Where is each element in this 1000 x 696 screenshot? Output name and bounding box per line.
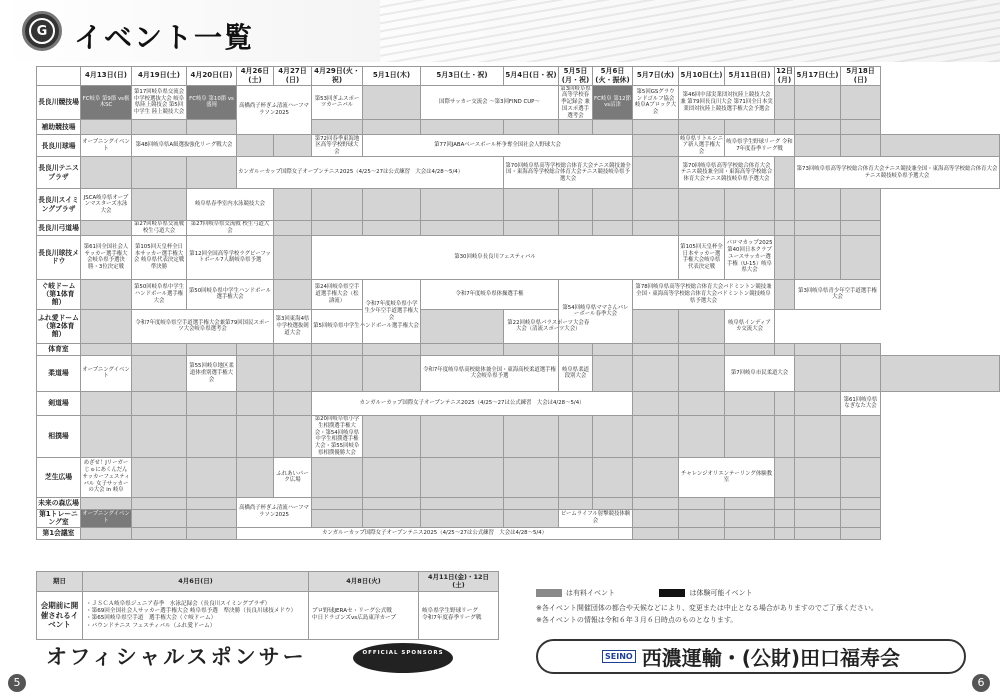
event-cell[interactable]: 第70回岐阜県高等学校総合体育大会テニス競技兼全国・東海高等学校総合体育大会テニス競技岐阜県予選大会 xyxy=(679,157,775,189)
venue-label: 長良川球場 xyxy=(37,135,81,157)
corner-cell xyxy=(37,67,81,86)
event-cell[interactable]: 第7回岐阜市民柔道大会 xyxy=(725,355,795,391)
event-cell[interactable]: JSCA岐阜県オープンマスターズ水泳大会 xyxy=(81,189,132,221)
pre-events-header: 4月11日(金)・12日(土) xyxy=(419,572,499,592)
event-cell[interactable]: 令和7年度岐阜県高校総体兼全国・東海高校柔道選手権大会岐阜県予選 xyxy=(421,355,559,391)
venue-label: 長良川テニスプラザ xyxy=(37,157,81,189)
event-cell[interactable]: FC岐阜 第10節 vs盛岡 xyxy=(187,85,237,120)
date-header: 4月26日(土) xyxy=(237,67,274,86)
event-cell[interactable]: 第73回岐阜県高等学校総合体育大会テニス競技兼全国・東海高等学校総合体育大会テニス競技岐阜県予選大会 xyxy=(795,157,1000,189)
event-cell[interactable]: オープニングイベント xyxy=(81,135,132,157)
event-cell[interactable]: 第61回岐阜県なぎなた大会 xyxy=(841,391,881,415)
event-cell[interactable]: 高橋尚子杯ぎふ清流ハーフマラソン2025 xyxy=(237,497,312,527)
empty-cell xyxy=(795,85,841,120)
event-cell[interactable]: 第70回岐阜県高等学校総合体育大会テニス競技兼全国・東海高等学校総合体育大会テニス競技岐阜県予選大会 xyxy=(504,157,633,189)
date-header: 5月6日(火・振休) xyxy=(593,67,633,86)
date-header: 12日(月) xyxy=(776,67,793,84)
date-header: 5月18日(日) xyxy=(841,67,881,86)
empty-cell xyxy=(363,85,421,120)
date-header: 5月7日(水) xyxy=(633,67,679,86)
event-cell[interactable]: 第78回岐阜県高等学校総合体育大会バドミントン競技兼全国・東海高等学校総合体育大会バドミントン競技岐阜県予選大会 xyxy=(633,279,775,309)
note: ※各イベント開催団体の都合や天候などにより、変更または中止となる場合がありますのでご了承ください。 xyxy=(536,604,878,612)
venue-label: 相撲場 xyxy=(37,415,81,457)
event-cell[interactable]: オープニングイベント xyxy=(81,509,132,527)
venue-label: 第1トレーニング室 xyxy=(37,509,81,527)
legend-paid: は有料イベント xyxy=(566,589,615,597)
empty-cell xyxy=(775,85,795,120)
date-header: 4月20日(日) xyxy=(187,67,237,86)
venue-label: ふれ愛ドーム（第2体育館） xyxy=(37,309,81,343)
event-cell[interactable]: オープニングイベント xyxy=(81,355,132,391)
event-cell[interactable]: めざせ！Jリーガー じゅにあくんだんサッカーフェスティバル 女子サッカーの大会 in 岐阜 xyxy=(81,457,132,497)
event-cell[interactable]: ビームライフル射撃競技体験会 xyxy=(559,509,633,527)
date-header: 5月10日(土) xyxy=(679,67,725,86)
event-cell[interactable]: 第55回岐阜地区柔道体重別選手権大会 xyxy=(187,355,237,391)
event-cell[interactable]: 第61回全国社会人サッカー選手権大会岐阜県予選決勝・3位決定戦 xyxy=(81,235,132,279)
legend-experience: は体験可能イベント xyxy=(689,589,753,597)
note: ※各イベントの情報は令和６年３月６日時点のものとなります。 xyxy=(536,616,738,625)
sponsor-title: オフィシャルスポンサー xyxy=(46,645,307,669)
venue-label: 長良川球技メドウ xyxy=(37,235,81,279)
event-cell[interactable]: カンガルーカップ国際女子オープンテニス2025（4/25～27は公式練習 大会は4/28～5/4） xyxy=(237,527,633,539)
pre-events-label: 会期前に開催されるイベント xyxy=(37,591,83,639)
logo-icon: G xyxy=(22,11,62,51)
pre-events-cell: プロ野球JERAセ・リーグ公式戦 中日ドラゴンズvs広島東洋カープ xyxy=(309,591,419,639)
pre-events-header: 4月8日(火) xyxy=(309,572,419,592)
event-cell[interactable]: 第77回JABAベースボール杯争奪全国社会人野球大会 xyxy=(363,135,633,157)
event-cell[interactable]: 第50回岐阜県中学生ハンドボール選手権大会 xyxy=(132,279,187,309)
header-banner xyxy=(0,0,1000,62)
event-cell[interactable]: 令和7年度岐阜県体操選手権 xyxy=(421,279,559,309)
event-cell[interactable]: 第53回ぎふスポーツカーニバル xyxy=(312,85,363,120)
seino-logo-icon: SEINO xyxy=(602,650,636,663)
event-cell[interactable]: カンガルーカップ国際女子オープンテニス2025（4/25～27は公式練習 大会は4/28～5/4） xyxy=(237,157,504,189)
date-header: 5月4日(日・祝) xyxy=(504,67,559,86)
empty-cell xyxy=(841,85,881,120)
event-cell[interactable]: 第105回天皇杯全日本サッカー選手権大会 岐阜県代表決定戦準決勝 xyxy=(132,235,187,279)
page-number-left: 5 xyxy=(8,674,26,692)
event-cell[interactable]: 第105回天皇杯全日本サッカー選手権大会岐阜県代表決定戦 xyxy=(679,235,725,279)
event-cell[interactable]: 令和7年度岐阜県小学生少年空手道選手権大会 xyxy=(363,279,421,343)
sponsor-box[interactable] xyxy=(536,639,966,674)
venue-label: 柔道場 xyxy=(37,355,81,391)
pre-events-header: 4月6日(日) xyxy=(83,572,309,592)
pre-events-cell: ・ＪＳＣＡ岐阜県ジュニア春季 水泳記録会（長良川スイミングプラザ） ・第69回全国社会人サッカー選手権大会 岐阜県予選 準決勝（長良川球技メドウ） ・第65回岐阜県空手道 選手権大会（ぐ岐ドーム） ・パウンドテニス フェスティバル（ふれ愛ドーム） xyxy=(83,591,309,639)
event-cell[interactable]: FC岐阜 第9節 vs栃木SC xyxy=(81,85,132,120)
paid-swatch xyxy=(536,589,562,597)
event-cell[interactable]: 第24回岐阜県空手道選手権大会（松濤流） xyxy=(312,279,363,309)
sponsor-name: 西濃運輸・(公財)田口福寿会 xyxy=(641,646,900,670)
venue-label: 体育室 xyxy=(37,343,81,355)
venue-label: 長良川競技場 xyxy=(37,85,81,120)
event-cell[interactable]: ふれあいパーク広場 xyxy=(274,457,312,497)
event-cell[interactable]: 国際サッカー交流会 ～第3回FIND CUP～ xyxy=(421,85,559,120)
event-cell[interactable]: 岐阜県インディアカ交流大会 xyxy=(725,309,775,343)
event-cell[interactable]: 令和7年度岐阜県空手道選手権大会兼第79回国民スポーツ大会岐阜県選考会 xyxy=(132,309,274,343)
venue-label: 未来の森広場 xyxy=(37,497,81,509)
date-header: 5月5日(月・祝) xyxy=(559,67,593,86)
event-cell[interactable]: 高橋尚子杯ぎふ清流ハーフマラソン2025 xyxy=(237,85,312,135)
experience-swatch xyxy=(659,589,685,597)
event-cell[interactable]: 第3回東海4県中学校選抜剣道大会 xyxy=(274,309,312,343)
event-cell[interactable]: 第50回岐阜県中学生ハンドボール選手権大会 xyxy=(187,279,274,309)
venue-label: 芝生広場 xyxy=(37,457,81,497)
date-header: 5月17日(土) xyxy=(795,67,841,86)
event-cell[interactable]: 岐阜県学生野球リーグ 令和7年度春季リーグ戦 xyxy=(725,135,795,157)
header-decoration xyxy=(380,0,1000,62)
event-cell[interactable]: 第46回中部実業団対抗陸上競技大会 兼 第79回長良川大会 第71回全日本実業団対抗陸上競技選手権大会予選会 xyxy=(679,85,775,120)
event-cell[interactable]: 第22回岐阜県パラスポーツ大会春大会（清流スポーツ大会） xyxy=(504,309,593,343)
date-header: 4月19日(土) xyxy=(132,67,187,86)
venue-label: 長良川弓道場 xyxy=(37,221,81,236)
event-cell[interactable]: チャレンジオリエンテーリング体験教室 xyxy=(679,457,775,497)
date-header: 4月29日(火・祝) xyxy=(312,67,363,86)
official-sponsors-badge: OFFICIAL SPONSORS xyxy=(353,643,453,673)
event-cell[interactable]: 第5回岐阜県中学生ハンドボール選手権大会 xyxy=(312,309,421,343)
page-title: イベント一覧 xyxy=(74,21,255,54)
event-cell[interactable]: FC岐阜 第12節 vs沼津 xyxy=(593,85,633,120)
legend xyxy=(536,588,752,598)
event-cell[interactable]: 第12回全国高等学校ラグビーフットボール7人制岐阜県予選 xyxy=(187,235,274,279)
event-cell[interactable]: 岐阜県リトルシニア新人選手権大会 xyxy=(680,135,723,156)
event-cell[interactable]: パロマカップ2025 第40回日本クラブユースサッカー選手権（U-15）岐阜県大会 xyxy=(725,235,775,279)
venue-label: ぐ岐ドーム（第1体育館） xyxy=(37,279,81,309)
event-cell[interactable]: 第5回GSグラウンドゴルフ協会 岐阜Aブロック大会 xyxy=(633,85,679,120)
event-cell[interactable]: 第27回岐阜県交流戦 校生弓道大会 xyxy=(132,221,187,236)
pre-events-table xyxy=(36,571,499,640)
event-cell[interactable]: 第17回岐阜県交流会 中学校選抜大会 岐阜県陸上競技会 第5回中学生 陸上競技大会 xyxy=(132,85,187,120)
event-grid xyxy=(36,66,1000,540)
event-cell[interactable]: 第3回岐阜県青少年空手道選手権大会 xyxy=(795,279,881,309)
pre-events-cell: 岐阜県学生野球リーグ 令和7年度春季リーグ戦 xyxy=(419,591,499,639)
event-cell[interactable]: 第20回岐阜県小学生相撲選手権大会・第54回岐阜県中学生相撲選手権大会・第55回岐阜県相撲優勝大会 xyxy=(312,415,363,457)
event-cell[interactable]: 第72回春季東海地区高等学校野球大会 xyxy=(312,135,363,157)
pre-events-header: 期日 xyxy=(37,572,83,592)
notes xyxy=(536,602,878,627)
date-header: 4月13日(日) xyxy=(81,67,132,86)
event-cell[interactable]: カンガルーカップ国際女子オープンテニス2025（4/25～27は公式練習 大会は4/28～5/4） xyxy=(312,391,633,415)
event-cell[interactable]: 第3回岐阜県高等学校春季記録会 兼 国スポ選手選考会 xyxy=(560,85,591,119)
event-cell[interactable]: 岐阜県春季室内水泳競技大会 xyxy=(187,189,274,221)
date-header: 5月11日(日) xyxy=(725,67,775,86)
date-header: 5月1日(木) xyxy=(363,67,421,86)
venue-label: 剣道場 xyxy=(37,391,81,415)
event-cell[interactable]: 第48回岐阜県A級選抜強化リーグ戦大会 xyxy=(132,135,237,157)
event-cell[interactable]: 第54回岐阜県ママさんバレーボール春季大会 xyxy=(559,279,633,343)
venue-label: 長良川スイミングプラザ xyxy=(37,189,81,221)
page-number-right: 6 xyxy=(972,674,990,692)
venue-label: 第1会議室 xyxy=(37,527,81,539)
date-header: 5月3日(土・祝) xyxy=(421,67,504,86)
date-header: 4月27日(日) xyxy=(274,67,312,86)
event-cell[interactable]: 第30回岐阜長良川フェスティバル xyxy=(312,235,679,279)
event-cell[interactable]: 第27回岐阜県交流戦 校生弓道大会 xyxy=(187,221,274,236)
event-cell[interactable]: 岐阜県柔道段別大会 xyxy=(559,355,593,391)
venue-label: 補助競技場 xyxy=(37,120,81,135)
